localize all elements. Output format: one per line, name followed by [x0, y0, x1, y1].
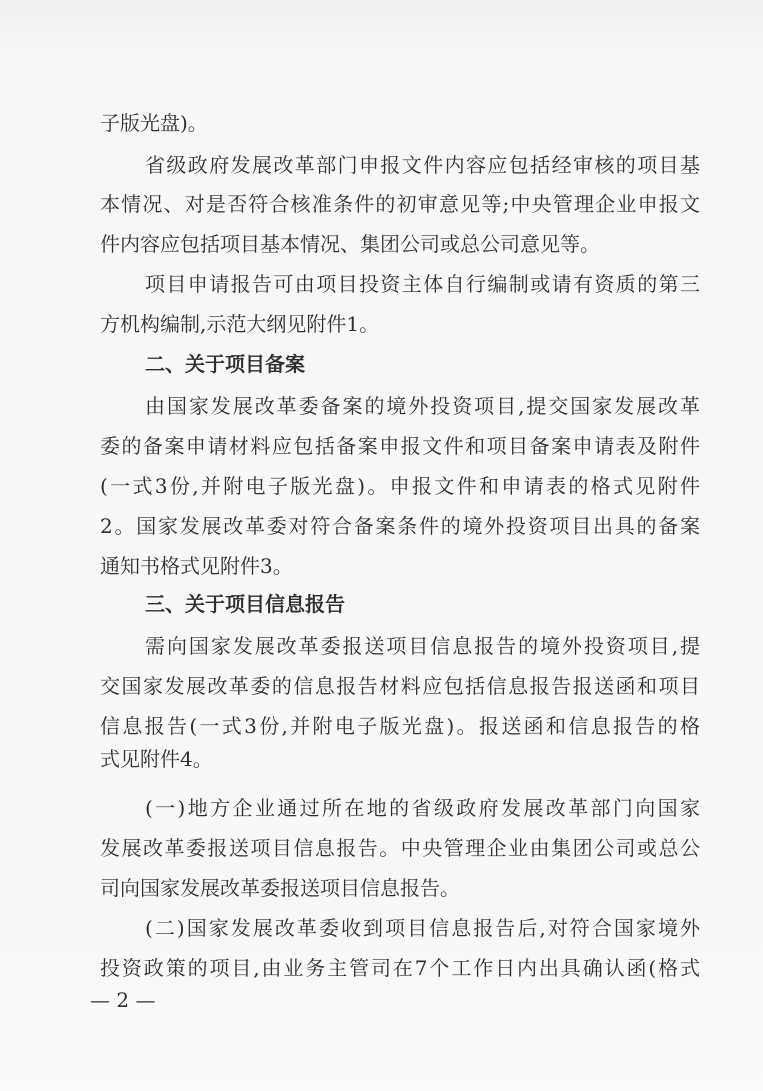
text-line: 本情况、对是否符合核准条件的初审意见等;中央管理企业申报文: [100, 192, 700, 216]
text-line: 方机构编制,示范大纲见附件1。: [100, 312, 380, 336]
text-line: 交国家发展改革委的信息报告材料应包括信息报告报送函和项目: [100, 674, 700, 698]
text-line: (一式3份,并附电子版光盘)。申报文件和申请表的格式见附件: [100, 474, 700, 498]
text-line: 项目申请报告可由项目投资主体自行编制或请有资质的第三: [145, 272, 700, 296]
text-line: 委的备案申请材料应包括备案申报文件和项目备案申请表及附件: [100, 434, 700, 458]
text-line: 2。国家发展改革委对符合备案条件的境外投资项目出具的备案: [100, 514, 700, 538]
text-line: (二)国家发展改革委收到项目信息报告后,对符合国家境外: [145, 916, 700, 940]
text-line: 子版光盘)。: [100, 111, 208, 135]
text-line: 司向国家发展改革委报送项目信息报告。: [100, 876, 460, 900]
text-line: 通知书格式见附件3。: [100, 554, 293, 578]
section-heading: 二、关于项目备案: [145, 352, 305, 376]
page-number: — 2 —: [90, 988, 156, 1012]
text-line: 投资政策的项目,由业务主管司在7个工作日内出具确认函(格式: [100, 956, 700, 980]
text-line: 件内容应包括项目基本情况、集团公司或总公司意见等。: [100, 232, 600, 256]
text-line: 需向国家发展改革委报送项目信息报告的境外投资项目,提: [145, 634, 700, 658]
section-heading: 三、关于项目信息报告: [145, 592, 345, 616]
text-line: (一)地方企业通过所在地的省级政府发展改革部门向国家: [145, 796, 700, 820]
text-line: 发展改革委报送项目信息报告。中央管理企业由集团公司或总公: [100, 836, 700, 860]
text-line: 式见附件4。: [100, 747, 213, 771]
text-line: 信息报告(一式3份,并附电子版光盘)。报送函和信息报告的格: [100, 714, 700, 738]
text-line: 省级政府发展改革部门申报文件内容应包括经审核的项目基: [145, 153, 700, 177]
text-line: 由国家发展改革委备案的境外投资项目,提交国家发展改革: [145, 394, 700, 418]
